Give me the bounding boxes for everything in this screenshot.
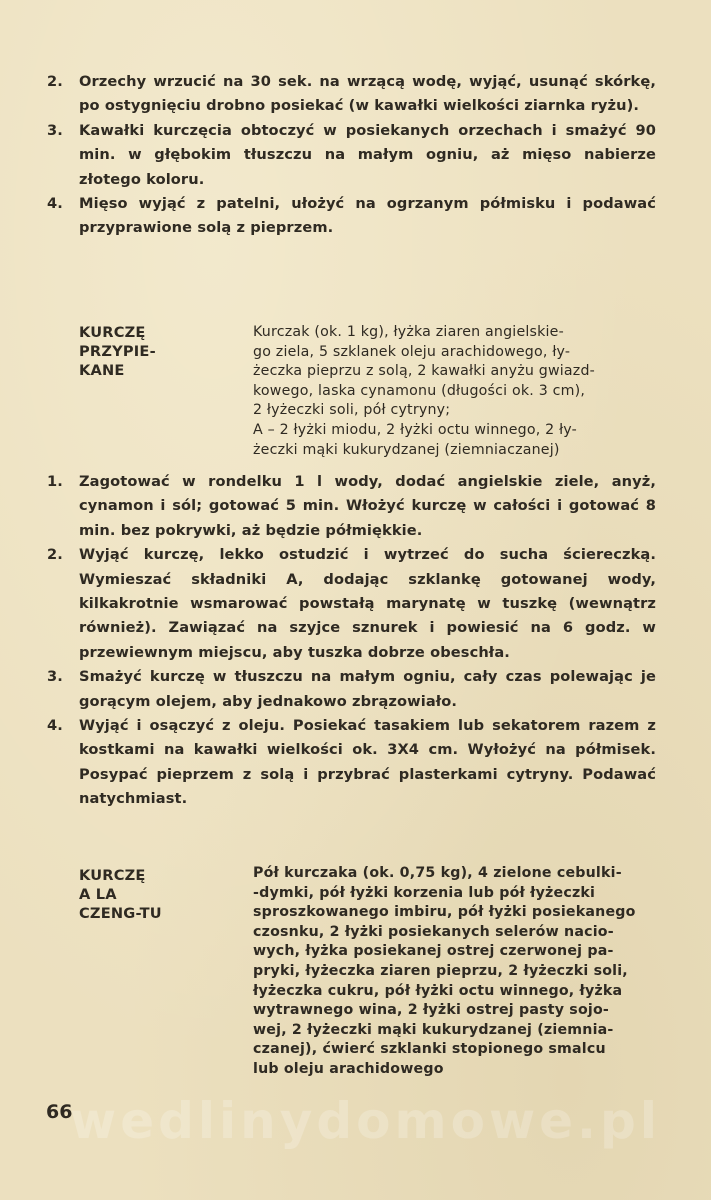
instruction-step — [44, 543, 656, 665]
instruction-step — [44, 70, 656, 119]
step-number: 4. — [47, 717, 63, 735]
step-number: 1. — [47, 473, 63, 490]
ingredients-kurcze-a-la-czeng-tu: Pół kurczaka (ok. 0,75 kg), 4 zielone cebulki- -dymki, pół łyżki korzenia lub pół łyżeczki sproszkowanego imbiru, pół łyżki posiekanego czosnku, 2 łyżki posiekanych selerów nacio- wych, łyżka posiekanej ostrej czerwonej pa- pryki, łyżeczka ziaren pieprzu, 2 łyżeczki soli, łyżeczka cukru, pół łyżki octu winnego, łyżka wytrawnego wina, 2 łyżki ostrej pasty sojo- wej, 2 łyżeczki mąki kukurydzanej (ziemnia- czanej), ćwierć szklanki stopionego smalcu lub oleju arachidowego — [253, 865, 636, 1077]
step-number: 3. — [47, 121, 63, 139]
step-text: Wyjąć i osączyć z oleju. Posiekać tasakiem lub sekatorem razem z kostkami na kawałki wielkości ok. 3X4 cm. Wyłożyć na półmisek. Posypać pieprzem z solą i przybrać plasterkami cytryny. Podawać natychmiast. — [79, 717, 656, 808]
ingredients-kurcze-przypiekane: Kurczak (ok. 1 kg), łyżka ziaren angielskie- go ziela, 5 szklanek oleju arachidowego, ły- żeczka pieprzu z solą, 2 kawałki anyżu gwiazd- kowego, laska cynamonu (długości ok. 3 cm), 2 łyżeczki soli, pół cytryny; A – 2 łyżki miodu, 2 łyżki octu winnego, 2 ły- żeczki mąki kukurydzanej (ziemniaczanej) — [253, 324, 595, 458]
step-number: 3. — [47, 668, 63, 686]
step-number: 4. — [47, 195, 63, 213]
instruction-step — [44, 119, 656, 192]
instruction-step — [44, 192, 656, 241]
instruction-list-kurcze-przypiekane — [44, 470, 656, 812]
instruction-list-previous-recipe — [44, 70, 656, 241]
step-text: Wyjąć kurczę, lekko ostudzić i wytrzeć do sucha ściereczką. Wymieszać składniki A, dodając szklankę gotowanej wody, kilkakrotnie wsmarować powstałą marynatę w tuszkę (wewnątrz również). Zawiązać na szyjce sznurek i powiesić na 6 godz. w przewiewnym miejscu, aby tuszka dobrze obeschła. — [79, 546, 656, 661]
step-text: Kawałki kurczęcia obtoczyć w posiekanych orzechach i smażyć 90 min. w głębokim tłuszczu na małym ogniu, aż mięso nabierze złotego koloru. — [79, 121, 656, 188]
step-number: 2. — [47, 73, 63, 90]
step-text: Zagotować w rondelku 1 l wody, dodać angielskie ziele, anyż, cynamon i sól; gotować 5 min. Włożyć kurczę w całości i gotować 8 min. bez pokrywki, aż będzie półmiękkie. — [79, 473, 656, 539]
step-number: 2. — [47, 546, 63, 564]
instruction-step — [44, 665, 656, 714]
instruction-step — [44, 714, 656, 812]
step-text: Orzechy wrzucić na 30 sek. na wrzącą wodę, wyjąć, usunąć skórkę, po ostygnięciu drobno posiekać (w kawałki wielkości ziarnka ryżu). — [79, 73, 656, 115]
instruction-step — [44, 470, 656, 543]
watermark: wedlinydomowe.pl — [70, 1092, 661, 1150]
step-text: Mięso wyjąć z patelni, ułożyć na ogrzanym półmisku i podawać przyprawione solą z pieprzem. — [79, 195, 656, 237]
page-number: 66 — [46, 1101, 73, 1123]
recipe-title-kurcze-a-la-czeng-tu: KURCZĘ A LA CZENG-TU — [79, 867, 162, 922]
step-text: Smażyć kurczę w tłuszczu na małym ogniu, cały czas polewając je gorącym olejem, aby jednakowo zbrązowiało. — [79, 668, 656, 710]
recipe-title-kurcze-przypiekane: KURCZĘ PRZYPIE- KANE — [79, 324, 156, 379]
